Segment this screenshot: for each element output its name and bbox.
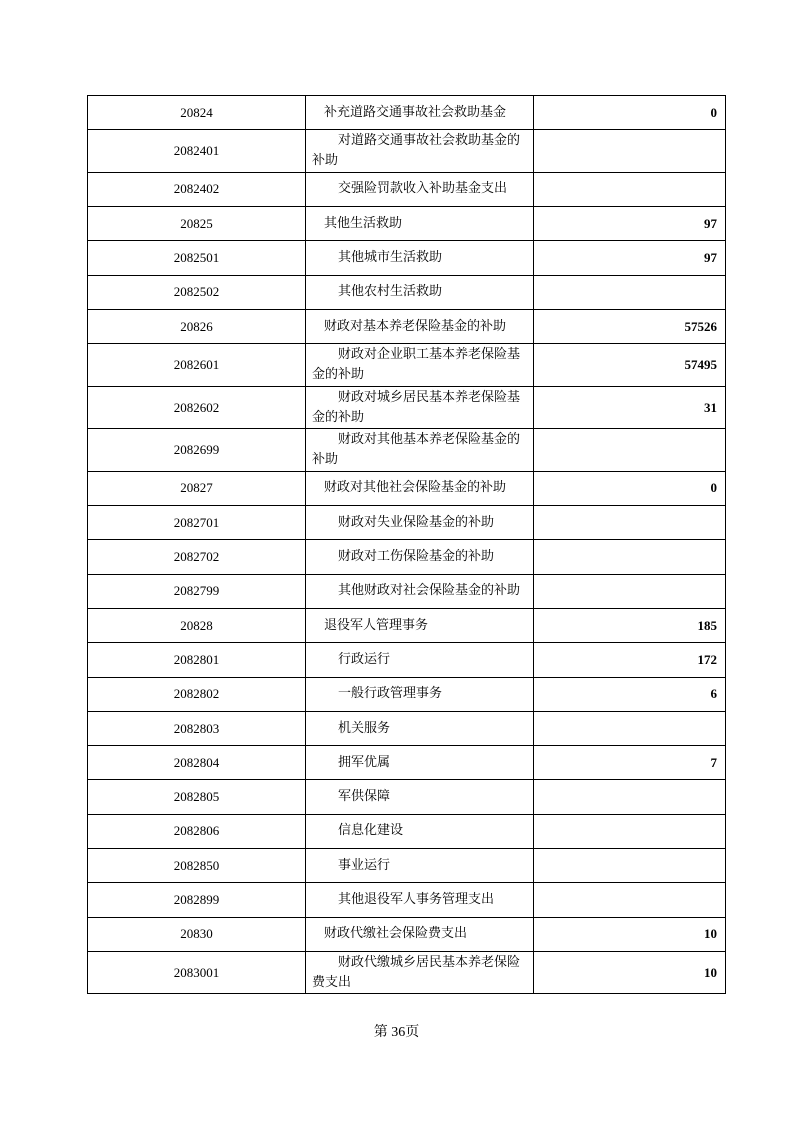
row-code: 2082701 [88, 506, 306, 540]
table-row [88, 883, 726, 917]
table-row [88, 711, 726, 745]
table-row [88, 951, 726, 994]
row-amount: 0 [534, 96, 726, 130]
table-row [88, 608, 726, 642]
row-amount [534, 130, 726, 173]
row-amount [534, 883, 726, 917]
table-row [88, 207, 726, 241]
row-code: 2082799 [88, 574, 306, 608]
table-row [88, 386, 726, 429]
row-amount: 10 [534, 951, 726, 994]
table-row [88, 849, 726, 883]
row-amount: 172 [534, 643, 726, 677]
row-code: 2082402 [88, 172, 306, 206]
row-amount [534, 506, 726, 540]
row-code: 2082804 [88, 746, 306, 780]
row-name: 军供保障 [306, 780, 534, 814]
row-name: 财政对基本养老保险基金的补助 [306, 309, 534, 343]
table-row [88, 309, 726, 343]
row-amount: 97 [534, 207, 726, 241]
table-row [88, 275, 726, 309]
row-name: 财政对其他社会保险基金的补助 [306, 471, 534, 505]
table-row [88, 96, 726, 130]
row-amount [534, 849, 726, 883]
row-name: 退役军人管理事务 [306, 608, 534, 642]
row-code: 20826 [88, 309, 306, 343]
row-name: 财政代缴城乡居民基本养老保险费支出 [306, 951, 534, 994]
table-row [88, 917, 726, 951]
row-code: 2082801 [88, 643, 306, 677]
row-amount: 10 [534, 917, 726, 951]
row-code: 2082602 [88, 386, 306, 429]
row-code: 2082806 [88, 814, 306, 848]
row-amount [534, 780, 726, 814]
row-code: 2082850 [88, 849, 306, 883]
table-row [88, 429, 726, 472]
row-amount: 97 [534, 241, 726, 275]
row-name: 其他生活救助 [306, 207, 534, 241]
table-row [88, 506, 726, 540]
table-row [88, 471, 726, 505]
row-amount [534, 540, 726, 574]
table-row [88, 746, 726, 780]
row-name: 财政对企业职工基本养老保险基金的补助 [306, 344, 534, 387]
row-amount: 31 [534, 386, 726, 429]
row-code: 2082699 [88, 429, 306, 472]
row-code: 20828 [88, 608, 306, 642]
row-amount: 0 [534, 471, 726, 505]
row-amount [534, 429, 726, 472]
row-code: 2082899 [88, 883, 306, 917]
budget-table [87, 95, 726, 994]
row-name: 财政对城乡居民基本养老保险基金的补助 [306, 386, 534, 429]
row-name: 其他退役军人事务管理支出 [306, 883, 534, 917]
table-row [88, 574, 726, 608]
row-name: 财政对失业保险基金的补助 [306, 506, 534, 540]
row-name: 财政对工伤保险基金的补助 [306, 540, 534, 574]
row-amount: 57526 [534, 309, 726, 343]
row-amount [534, 574, 726, 608]
row-code: 2082501 [88, 241, 306, 275]
row-code: 20824 [88, 96, 306, 130]
row-code: 2082802 [88, 677, 306, 711]
table-row [88, 241, 726, 275]
table-row [88, 780, 726, 814]
row-name: 其他城市生活救助 [306, 241, 534, 275]
row-amount: 185 [534, 608, 726, 642]
row-code: 2082805 [88, 780, 306, 814]
row-amount [534, 814, 726, 848]
table-body [88, 96, 726, 994]
row-amount: 7 [534, 746, 726, 780]
row-amount [534, 172, 726, 206]
row-code: 2083001 [88, 951, 306, 994]
row-name: 其他农村生活救助 [306, 275, 534, 309]
row-code: 2082401 [88, 130, 306, 173]
table-row [88, 172, 726, 206]
row-amount [534, 711, 726, 745]
table-row [88, 344, 726, 387]
row-name: 其他财政对社会保险基金的补助 [306, 574, 534, 608]
row-amount: 6 [534, 677, 726, 711]
table-row [88, 540, 726, 574]
table-row [88, 677, 726, 711]
row-name: 补充道路交通事故社会救助基金 [306, 96, 534, 130]
row-name: 拥军优属 [306, 746, 534, 780]
row-name: 信息化建设 [306, 814, 534, 848]
row-name: 对道路交通事故社会救助基金的补助 [306, 130, 534, 173]
table-row [88, 130, 726, 173]
row-code: 2082601 [88, 344, 306, 387]
row-code: 20827 [88, 471, 306, 505]
row-name: 财政代缴社会保险费支出 [306, 917, 534, 951]
table-row [88, 814, 726, 848]
row-name: 行政运行 [306, 643, 534, 677]
row-code: 20830 [88, 917, 306, 951]
row-name: 机关服务 [306, 711, 534, 745]
row-name: 事业运行 [306, 849, 534, 883]
row-amount [534, 275, 726, 309]
row-code: 2082803 [88, 711, 306, 745]
row-code: 2082702 [88, 540, 306, 574]
row-name: 一般行政管理事务 [306, 677, 534, 711]
row-name: 交强险罚款收入补助基金支出 [306, 172, 534, 206]
table-row [88, 643, 726, 677]
row-amount: 57495 [534, 344, 726, 387]
row-code: 2082502 [88, 275, 306, 309]
row-code: 20825 [88, 207, 306, 241]
page-number: 第 36页 [373, 1025, 420, 1040]
row-name: 财政对其他基本养老保险基金的补助 [306, 429, 534, 472]
